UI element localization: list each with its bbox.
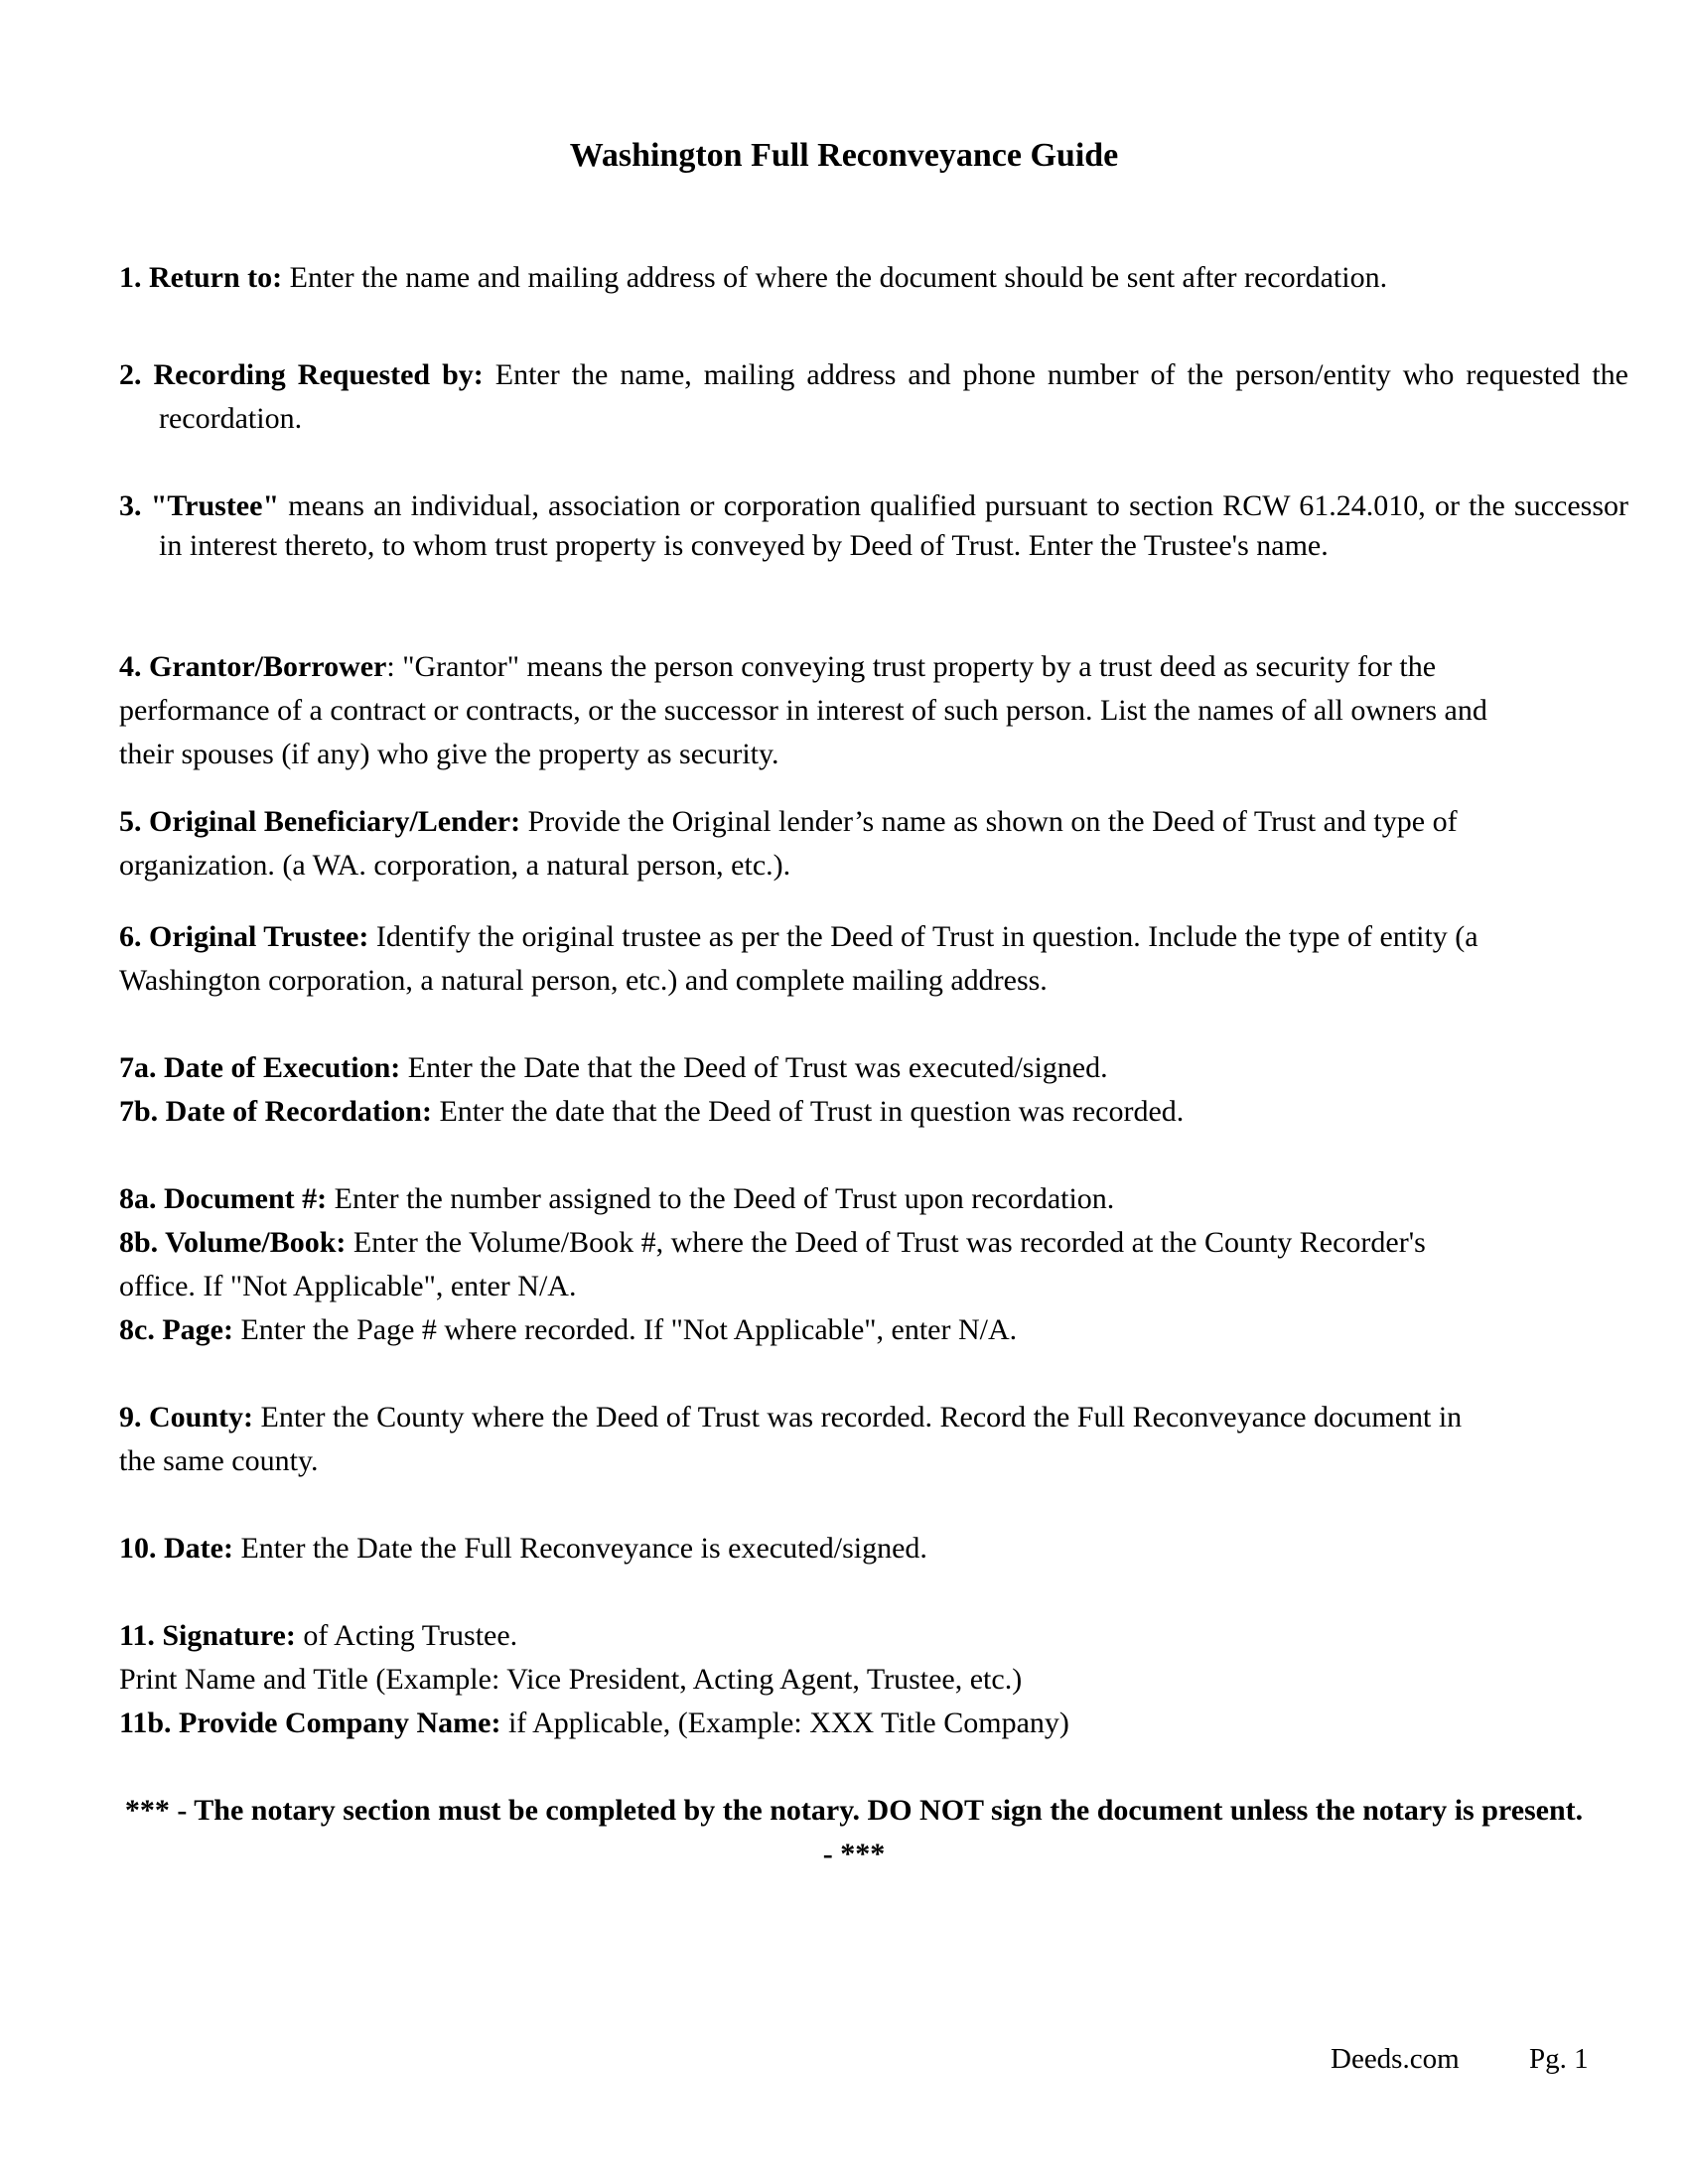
item-date-of-execution — [119, 1046, 1569, 1090]
item-original-trustee — [119, 915, 1549, 1003]
item-print-name-title — [119, 1658, 1569, 1702]
item-label: 2. Recording Requested by: — [119, 358, 484, 391]
item-date-of-recordation — [119, 1090, 1569, 1134]
item-label: 9. County: — [119, 1401, 254, 1433]
item-text: Enter the date that the Deed of Trust in question was recorded. — [431, 1095, 1185, 1128]
item-label: 7b. Date of Recordation: — [119, 1095, 432, 1128]
item-grantor-borrower — [119, 645, 1549, 776]
item-text: Identify the original trustee as per the Deed of Trust in question. Include the type of entity (a Washington corporation, a natural person, etc.) and complete mailing address. — [119, 920, 1478, 997]
item-county — [119, 1396, 1489, 1483]
item-text: Enter the Date the Full Reconveyance is executed/signed. — [232, 1532, 927, 1565]
item-text: Enter the Volume/Book #, where the Deed of Trust was recorded at the County Recorder's office. If "Not Applicable", enter N/A. — [119, 1226, 1426, 1302]
item-signature — [119, 1614, 1569, 1658]
item-label: 5. Original Beneficiary/Lender: — [119, 805, 521, 838]
item-label: 7a. Date of Execution: — [119, 1051, 401, 1084]
item-label: 8c. Page: — [119, 1313, 233, 1346]
item-label: 8a. Document #: — [119, 1182, 328, 1215]
item-text: Enter the Date that the Deed of Trust was executed/signed. — [400, 1051, 1108, 1084]
item-original-beneficiary — [119, 800, 1549, 887]
page-title: Washington Full Reconveyance Guide — [569, 137, 1119, 174]
notary-warning: *** - The notary section must be completed by the notary. DO NOT sign the document unless the notary is present. - *** — [124, 1794, 1584, 1870]
item-company-name — [119, 1702, 1569, 1745]
item-text: Enter the number assigned to the Deed of Trust upon recordation. — [327, 1182, 1115, 1215]
item-page — [119, 1308, 1569, 1352]
item-volume-book — [119, 1221, 1489, 1308]
item-label: 6. Original Trustee: — [119, 920, 369, 953]
item-label: 11. Signature: — [119, 1619, 296, 1652]
item-label: 10. Date: — [119, 1532, 233, 1565]
item-text: Enter the Page # where recorded. If "Not Applicable", enter N/A. — [232, 1313, 1018, 1346]
item-text: Enter the name, mailing address and phone number of the person/entity who requested the recordation. — [159, 358, 1628, 435]
footer-site: Deeds.com — [1331, 2043, 1460, 2075]
item-label: 11b. Provide Company Name: — [119, 1706, 501, 1739]
item-text: of Acting Trustee. — [295, 1619, 518, 1652]
item-text: Enter the County where the Deed of Trust was recorded. Record the Full Reconveyance document in the same county. — [119, 1401, 1463, 1477]
item-label: 8b. Volume/Book: — [119, 1226, 347, 1259]
item-date — [119, 1527, 1569, 1570]
item-text: if Applicable, (Example: XXX Title Company) — [500, 1706, 1069, 1739]
item-document-number — [119, 1177, 1569, 1221]
item-label: 1. Return to: — [119, 261, 283, 294]
footer-page-number: Pg. 1 — [1529, 2043, 1589, 2075]
item-trustee — [119, 486, 1628, 566]
item-label: 3. "Trustee" — [119, 489, 280, 522]
item-return-to — [119, 256, 1628, 300]
item-text: Provide the Original lender’s name as shown on the Deed of Trust and type of organization. (a WA. corporation, a natural person, etc.). — [119, 805, 1458, 882]
item-text: Enter the name and mailing address of where the document should be sent after recordation. — [282, 261, 1388, 294]
item-text: : "Grantor" means the person conveying trust property by a trust deed as security for the performance of a contract or contracts, or the successor in interest of such person. List the names of all owners and their spouses (if any) who give the property as security. — [119, 650, 1487, 770]
item-text: Print Name and Title (Example: Vice President, Acting Agent, Trustee, etc.) — [119, 1663, 1023, 1696]
item-recording-requested-by — [119, 353, 1628, 441]
item-text: means an individual, association or corporation qualified pursuant to section RCW 61.24.010, or the successor in interest thereto, to whom trust property is conveyed by Deed of Trust. Enter the Trustee's name. — [159, 489, 1628, 562]
item-label: 4. Grantor/Borrower — [119, 650, 387, 683]
